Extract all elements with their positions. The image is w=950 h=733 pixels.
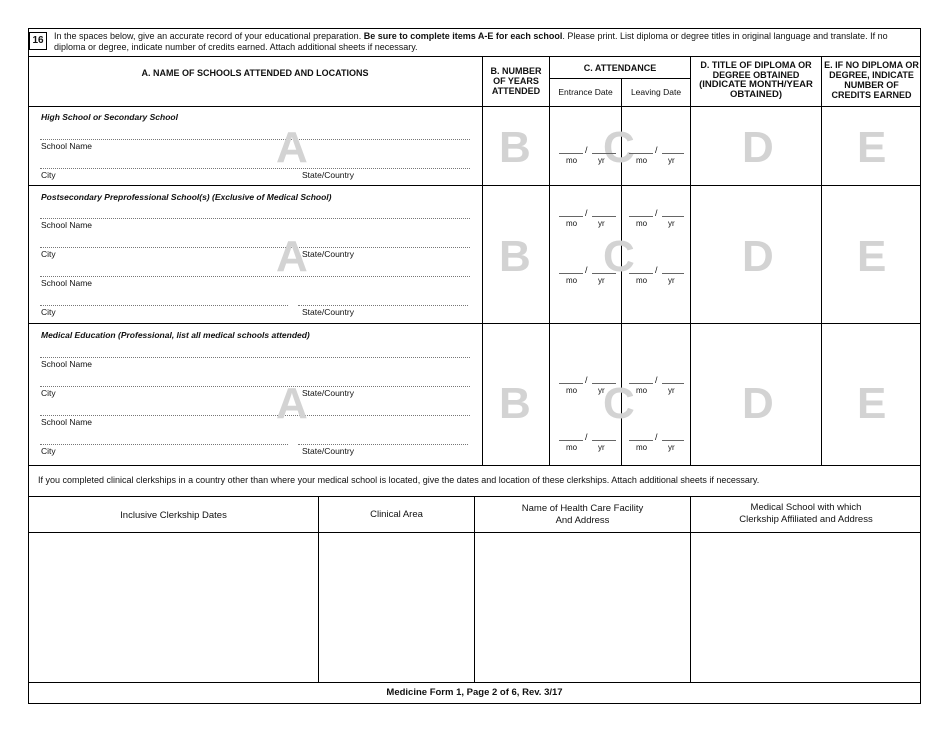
watermark-b: B [499,232,531,281]
mo-label: mo [566,276,578,285]
city-label: City [41,249,56,259]
state-country-label: State/Country [302,170,354,180]
instructions-text-2: . Please print. List diploma or degree titles in original language and translate. If no diploma or degree, indicate number of credits earned. Attach additional sheets if necessary. [54,31,888,52]
instructions-bold: Be sure to complete items A-E for each school [363,31,563,41]
yr-label: yr [668,156,675,165]
footer-top-line [28,682,921,683]
clerkship-dates-cell[interactable] [29,533,318,682]
mo-label: mo [566,443,578,452]
col-c-leaving-header: Leaving Date [630,87,682,97]
watermark-d: D [742,232,774,281]
state-country-line[interactable] [298,444,468,445]
yr-label: yr [668,443,675,452]
city-line[interactable] [40,444,288,445]
state-country-line[interactable] [298,305,468,306]
watermark-a: A [276,232,308,281]
school-name-label: School Name [41,220,93,230]
yr-label: yr [598,219,605,228]
col-b-line [482,56,483,465]
city-line[interactable] [40,168,470,169]
date-slash: / [585,375,588,385]
city-label: City [41,446,56,456]
date-slash: / [655,208,658,218]
col-e-header: E. IF NO DIPLOMA OR DEGREE, INDICATE NUMBER OF CREDITS EARNED [824,60,919,100]
city-label: City [41,170,56,180]
question-number: 16 [32,35,44,46]
state-country-label: State/Country [302,446,354,456]
mo-label: mo [566,219,578,228]
col-c-header: C. ATTENDANCE [583,63,657,73]
date-slash: / [655,265,658,275]
health-care-facility-cell[interactable] [475,533,690,682]
school-name-label: School Name [41,417,93,427]
watermark-e: E [857,232,887,281]
school-name-line[interactable] [40,276,470,277]
medical-school-affiliation-cell[interactable] [691,533,921,682]
school-name-label: School Name [41,359,93,369]
col-b-header: B. NUMBER OF YEARS ATTENDED [490,66,542,96]
city-line[interactable] [40,305,288,306]
section-postsecondary-title: Postsecondary Preprofessional School(s) (Exclusive of Medical School) [41,192,332,202]
yr-label: yr [598,276,605,285]
date-slash: / [585,432,588,442]
medical-school-affiliation-header-line2: Clerkship Affiliated and Address [739,514,873,525]
section2-bottom-line [28,323,921,324]
col-c-entrance-header: Entrance Date [558,87,613,97]
watermark-c: C [603,379,635,428]
yr-label: yr [598,156,605,165]
school-name-line[interactable] [40,357,470,358]
yr-label: yr [598,443,605,452]
watermark-e: E [857,123,887,172]
header-top-line [28,56,921,57]
mo-label: mo [566,386,578,395]
city-label: City [41,307,56,317]
col-d-subheader: (INDICATE MONTH/YEAR OBTAINED) [699,79,813,100]
medical-school-affiliation-header-line1: Medical School with which [750,502,862,513]
watermark-c: C [603,232,635,281]
clerkship-note: If you completed clinical clerkships in a country other than where your medical school is located, give the dates and location of these clerkships. Attach additional sheets if necessary. [38,475,760,485]
yr-label: yr [668,276,675,285]
school-name-line[interactable] [40,415,470,416]
health-care-facility-header-line2: And Address [555,515,610,526]
date-slash: / [585,265,588,275]
clinical-area-cell[interactable] [319,533,474,682]
school-name-line[interactable] [40,139,470,140]
col-d-line [690,56,691,465]
watermark-b: B [499,123,531,172]
watermark-c: C [603,123,635,172]
yr-label: yr [598,386,605,395]
state-country-label: State/Country [302,307,354,317]
date-slash: / [655,432,658,442]
question-number-box [29,32,47,50]
section1-bottom-line [28,185,921,186]
instructions [54,31,914,53]
section-medical-education-title: Medical Education (Professional, list all medical schools attended) [41,330,310,340]
city-line[interactable] [40,247,470,248]
watermark-d: D [742,123,774,172]
mo-label: mo [636,443,648,452]
attendance-sub-line [549,78,690,79]
mo-label: mo [636,219,648,228]
city-line[interactable] [40,386,470,387]
section3-bottom-line [28,465,921,466]
watermark-b: B [499,379,531,428]
section-high-school-title: High School or Secondary School [41,112,178,122]
col-d-header: D. TITLE OF DIPLOMA OR DEGREE OBTAINED [700,60,812,80]
watermark-d: D [742,379,774,428]
state-country-label: State/Country [302,249,354,259]
school-name-label: School Name [41,141,93,151]
yr-label: yr [668,386,675,395]
col-a-header: A. NAME OF SCHOOLS ATTENDED AND LOCATIONS [141,68,369,78]
watermark-a: A [276,123,308,172]
medical-school-affiliation-header [691,502,921,526]
mo-label: mo [636,386,648,395]
date-slash: / [585,145,588,155]
yr-label: yr [668,219,675,228]
mo-label: mo [566,156,578,165]
health-care-facility-header [475,503,690,527]
health-care-facility-header-line1: Name of Health Care Facility [521,503,644,514]
school-name-label: School Name [41,278,93,288]
col-c-line [549,56,550,465]
instructions-text-1: In the spaces below, give an accurate record of your educational preparation. [54,31,364,41]
watermark-a: A [276,379,308,428]
clerkship-dates-header: Inclusive Clerkship Dates [120,510,227,521]
school-name-line[interactable] [40,218,470,219]
clinical-area-header: Clinical Area [370,509,423,520]
col-e-line [821,56,822,465]
city-label: City [41,388,56,398]
date-slash: / [655,375,658,385]
date-slash: / [585,208,588,218]
watermark-e: E [857,379,887,428]
date-slash: / [655,145,658,155]
mo-label: mo [636,276,648,285]
header-bottom-line [28,106,921,107]
form-footer: Medicine Form 1, Page 2 of 6, Rev. 3/17 [386,687,563,698]
mo-label: mo [636,156,648,165]
state-country-label: State/Country [302,388,354,398]
